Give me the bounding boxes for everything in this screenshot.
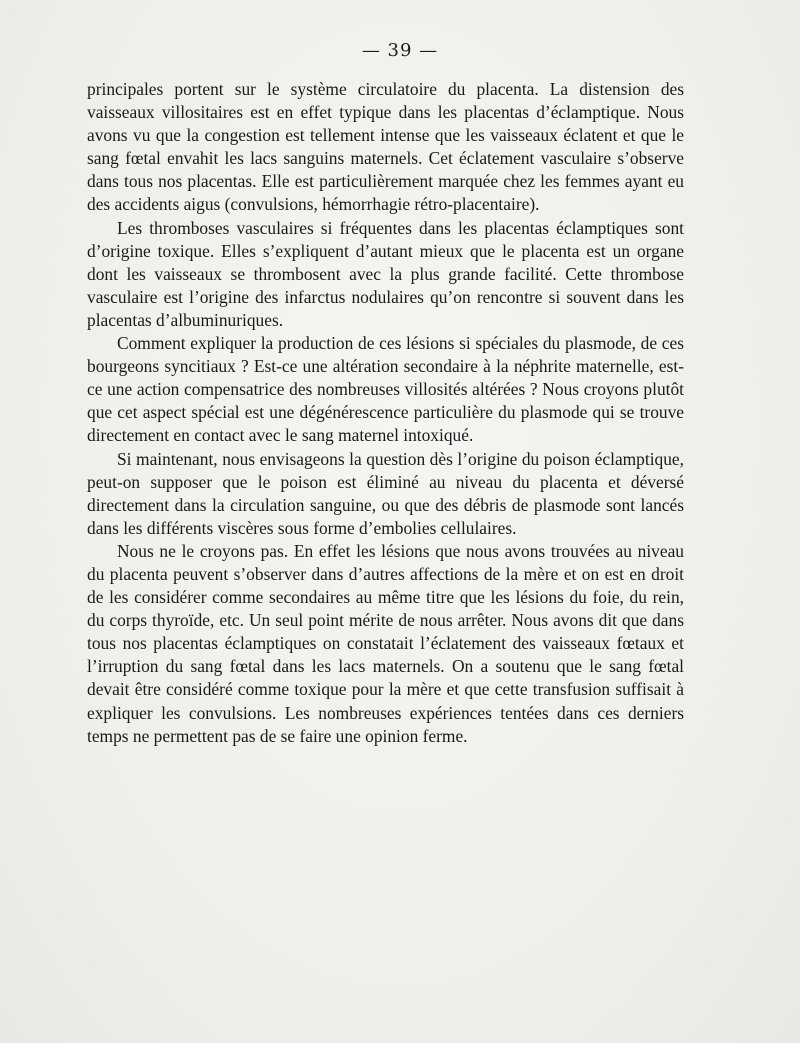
page-number: — 39 — — [361, 40, 439, 61]
paragraph-3: Comment expliquer la production de ces lésions si spéciales du plasmode, de ces bourgeons syncitiaux ? Est-ce une altération secondaire à la néphrite maternelle, est-ce une action compensatrice des nombreuses villosités altérées ? Nous croyons plutôt que cet aspect spécial est une dégénérescence particulière du plasmode qui se trouve directement en contact avec le sang maternel intoxiqué. — [87, 333, 684, 446]
paragraph-4: Si maintenant, nous envisageons la question dès l’origine du poison éclamptique, peut-on supposer que le poison est éliminé au niveau du placenta et déversé directement dans la circulation sanguine, ou que des débris de plasmode sont lancés dans les différents viscères sous forme d’embolies cellulaires. — [87, 448, 684, 538]
paragraph-2: Les thromboses vasculaires si fréquentes dans les placentas éclamptiques sont d’origine toxique. Elles s’expliquent d’autant mieux que le placenta est un organe dont les vaisseaux se thrombosent avec la plus grande facilité. Cette thrombose vasculaire est l’origine des infarctus nodulaires qu’on rencontre si souvent dans les placentas d’albuminuriques. — [87, 217, 684, 330]
body-text — [87, 78, 684, 748]
paragraph-1: principales portent sur le système circulatoire du placenta. La distension des vaisseaux villositaires est en effet typique dans les placentas d’éclamptique. Nous avons vu que la congestion est tellement intense que les vaisseaux éclatent et que le sang fœtal envahit les lacs sanguins maternels. Cet éclatement vasculaire s’observe dans tous nos placentas. Elle est particulièrement marquée chez les femmes ayant eu des accidents aigus (convulsions, hémorrhagie rétro-placentaire). — [87, 79, 684, 215]
paragraph-5: Nous ne le croyons pas. En effet les lésions que nous avons trouvées au niveau du placenta peuvent s’observer dans d’autres affections de la mère et on est en droit de les considérer comme secondaires au même titre que les lésions du foie, du rein, du corps thyroïde, etc. Un seul point mérite de nous arrêter. Nous avons dit que dans tous nos placentas éclamptiques on constatait l’éclatement des vaisseaux fœtaux et l’irruption du sang fœtal dans les lacs maternels. On a soutenu que le sang fœtal devait être considéré comme toxique pour la mère et que cette transfusion suffisait à expliquer les convulsions. Les nombreuses expériences tentées dans ces derniers temps ne permettent pas de se faire une opinion ferme. — [87, 540, 684, 746]
